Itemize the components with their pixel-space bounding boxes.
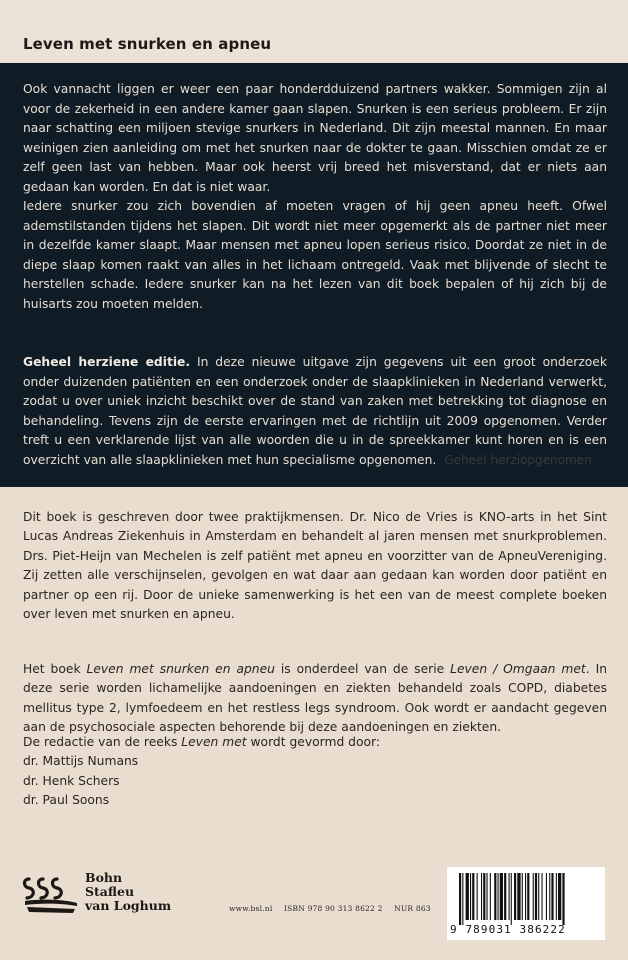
barcode-bar [562, 873, 564, 925]
barcode-bar [494, 873, 496, 920]
barcode-bar [522, 873, 523, 920]
imprint-line [229, 904, 440, 913]
barcode-bar [500, 873, 503, 920]
barcode-bar [517, 873, 520, 920]
nur-code: NUR 863 [394, 904, 431, 913]
publisher-name: Bohn Stafleu van Loghum [85, 870, 172, 913]
bsl-swan-logo-icon [21, 873, 81, 915]
barcode-bar [462, 873, 463, 925]
barcode-bar [551, 873, 553, 920]
barcode-bar [535, 873, 537, 920]
series-book-title: Leven met snurken en apneu [86, 662, 275, 676]
barcode-bar [546, 873, 547, 920]
barcode-bar [477, 873, 478, 920]
title-band [0, 0, 628, 63]
barcode-bar [481, 873, 482, 920]
intro-paragraph-2: Iedere snurker zou zich bovendien af moeten vragen of hij geen apneu heeft. Ofwel ademstilstanden tijdens het slapen. Dit wordt niet meer opgemerkt als de partner niet meer in dezelfde kamer slaapt. Maar mensen met apneu lopen serieus risico. Doordat ze niet in de diepe slaap komen raakt van alles in het lichaam ontregeld. Vaak met blijvende of slecht te herstellen schade. Iedere snurker kan na het lezen van dit boek bepalen of hij zich bij de huisarts zou moeten melden. [23, 199, 607, 311]
barcode-bar [472, 873, 474, 920]
editor-name: dr. Henk Schers [23, 773, 120, 788]
series-name: Leven / Omgaan met [450, 662, 586, 676]
barcode-bar [511, 873, 512, 925]
blurb-panel [0, 63, 628, 487]
barcode-bar [525, 873, 526, 920]
barcode-bar [470, 873, 471, 920]
barcode-bar [459, 873, 461, 925]
barcode-bar [527, 873, 529, 920]
editor-name: dr. Paul Soons [23, 793, 110, 808]
edition-text: In deze nieuwe uitgave zijn gegevens uit een groot onderzoek onder duizenden patiënten en een onderzoek onder de slaapklinieken in Nederland verwerkt, zodat u over uniek inzicht beschikt over de stand van zaken met betrekking tot diagnose en behandeling. Tevens zijn de eerste ervaringen met de richtlijn uit 2009 opgenomen. Verder treft u een verklarende lijst van alle woorden die u in de spreekkamer kunt horen en is een overzicht van alle slaapklinieken met hun specialisme opgenomen. [23, 355, 607, 467]
barcode-bar [498, 873, 499, 920]
barcode-bar [538, 873, 539, 920]
isbn: ISBN 978 90 313 8622 2 [284, 904, 383, 913]
barcode-digits: 9 789031 386222 [450, 923, 566, 936]
intro-paragraph-1: Ook vannacht liggen er weer een paar honderdduizend partners wakker. Sommigen zijn al voor de zekerheid in een andere kamer gaan slapen. Snurken is een serieus probleem. Er zijn naar schatting een miljoen stevige snurkers in Nederland. Dit zijn meestal mannen. En maar weinigen zien aanleiding om met het snurken naar de dokter te gaan. Misschien omdat ze er zelf geen last van hebben. Maar ook heerst vrij breed het misverstand, dat er niets aan gedaan kan worden. En dat is niet waar. [23, 82, 607, 194]
edition-paragraph [23, 353, 607, 471]
barcode-bar [542, 873, 543, 920]
barcode-bar [504, 873, 506, 920]
book-title: Leven met snurken en apneu [23, 35, 272, 53]
barcode [447, 867, 605, 940]
barcode-bar [509, 873, 510, 920]
barcode-bar [558, 873, 561, 920]
barcode-bar [466, 873, 469, 920]
barcode-bar [556, 873, 557, 920]
barcode-bar [483, 873, 485, 920]
barcode-bar [487, 873, 488, 920]
series-paragraph: Het boek Leven met snurken en apneu is onderdeel van de serie Leven / Omgaan met. In deze serie worden lichamelijke aandoeningen en ziekten behandeld zoals COPD, diabetes mellitus type 2, lymfoedeem en het restless legs syndroom. Ook wordt er aandacht gegeven aan de psychosociale aspecten behorende bij deze aandoeningen en ziekten. [23, 662, 607, 735]
editors-block [23, 733, 607, 811]
ghost-text: Geheel herziopgenomen [444, 452, 592, 467]
barcode-bars [459, 873, 599, 925]
barcode-bar [490, 873, 491, 920]
website: www.bsl.nl [229, 904, 273, 913]
barcode-bar [533, 873, 534, 920]
editors-intro: De redactie van de reeks Leven met wordt gevormd door: [23, 735, 380, 749]
about-paragraph-1: Dit boek is geschreven door twee praktijkmensen. Dr. Nico de Vries is KNO-arts in het Sint Lucas Andreas Ziekenhuis in Amsterdam en behandelt al jaren mensen met snurkproblemen. Drs. Piet-Heijn van Mechelen is zelf patiënt met apneu en voorzitter van de ApneuVereniging. Zij zetten alle verschijnselen, gevolgen en wat daar aan gedaan kan worden door patiënt en partner op een rij. Door de unieke samenwerking is het een van de meest complete boeken over leven met snurken en apneu. [23, 510, 607, 622]
publisher-block [21, 871, 181, 917]
editor-name: dr. Mattijs Numans [23, 754, 139, 769]
edition-label: Geheel herziene editie. [23, 355, 191, 369]
barcode-bar [514, 873, 516, 920]
barcode-bar [549, 873, 550, 920]
